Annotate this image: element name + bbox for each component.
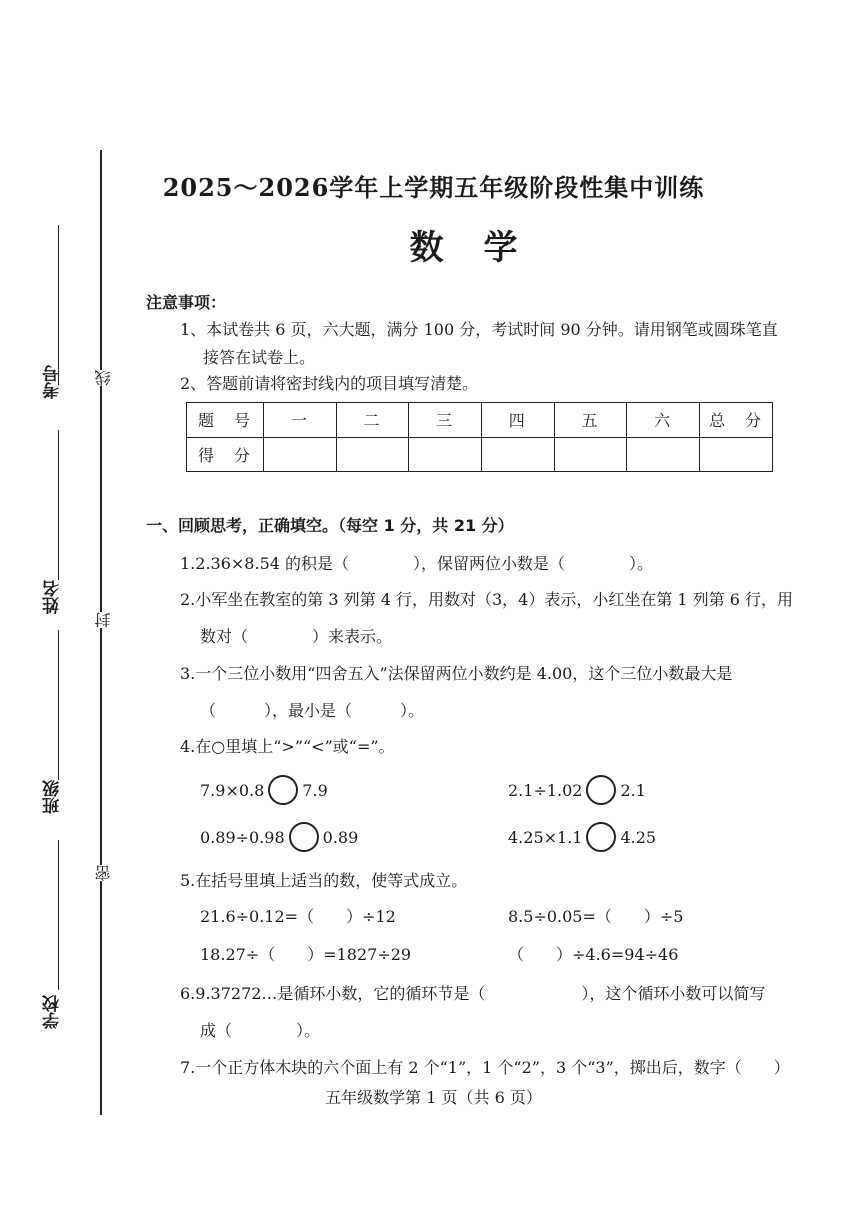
seal-char-xian: 线 — [94, 370, 113, 386]
score-input-cell[interactable] — [700, 437, 773, 472]
compare-right: 4.25 — [620, 827, 657, 847]
question-6-line-2: 成（ ）。 — [200, 1021, 321, 1040]
score-table-cell: 二 — [336, 403, 409, 438]
equation-item: 18.27÷（ ）=1827÷29 — [200, 945, 412, 964]
exam-title: 2025～2026学年上学期五年级阶段性集中训练 — [162, 173, 705, 202]
compare-circle[interactable] — [586, 775, 616, 805]
question-7: 7.一个正方体木块的六个面上有 2 个“1”，1 个“2”，3 个“3”，掷出后，数字（ ） — [180, 1058, 790, 1077]
notice-heading: 注意事项： — [146, 293, 227, 312]
compare-item-1 — [200, 775, 328, 805]
notice-line-1: 1、本试卷共 6 页，六大题，满分 100 分，考试时间 90 分钟。请用钢笔或圆珠笔直 — [180, 320, 778, 339]
name-field-line-2 — [58, 430, 59, 580]
seal-char-feng: 封 — [94, 612, 113, 628]
binding-line — [100, 150, 102, 1115]
score-table — [186, 402, 773, 472]
score-input-cell[interactable] — [627, 437, 700, 472]
score-table-cell: 总 分 — [700, 403, 773, 438]
equation-item: （ ）÷4.6=94÷46 — [508, 945, 679, 964]
score-input-cell[interactable] — [554, 437, 627, 472]
class-field-line — [58, 630, 59, 780]
score-input-cell[interactable] — [481, 437, 554, 472]
compare-item-3 — [200, 822, 358, 852]
kaohao-label: 考号 — [43, 365, 63, 399]
question-2-line-1: 2.小军坐在教室的第 3 列第 4 行，用数对（3，4）表示，小红坐在第 1 列第 6 行，用 — [180, 590, 794, 609]
equation-item: 8.5÷0.05=（ ）÷5 — [508, 907, 684, 926]
compare-item-2 — [508, 775, 646, 805]
score-table-cell: 得 分 — [187, 437, 264, 472]
compare-item-4 — [508, 822, 656, 852]
score-table-cell: 五 — [554, 403, 627, 438]
score-input-cell[interactable] — [264, 437, 337, 472]
compare-left: 0.89÷0.98 — [200, 827, 285, 847]
equation-item: 21.6÷0.12=（ ）÷12 — [200, 907, 396, 926]
compare-circle[interactable] — [289, 822, 319, 852]
question-2-line-2: 数对（ ）来表示。 — [200, 627, 393, 646]
compare-right: 0.89 — [322, 827, 359, 847]
subject-title: 数学 — [409, 228, 558, 268]
score-table-cell: 题 号 — [187, 403, 264, 438]
section-1-heading: 一、回顾思考，正确填空。（每空 1 分，共 21 分） — [146, 516, 514, 535]
class-label: 班级 — [43, 780, 63, 814]
question-3-line-1: 3.一个三位小数用“四舍五入”法保留两位小数约是 4.00，这个三位小数最大是 — [180, 664, 733, 683]
seal-char-mi: 密 — [94, 865, 113, 881]
question-5: 5.在括号里填上适当的数，使等式成立。 — [180, 871, 468, 890]
school-label: 学校 — [43, 995, 63, 1029]
compare-left: 2.1÷1.02 — [508, 780, 583, 800]
school-field-line — [58, 840, 59, 990]
notice-line-1b: 接答在试卷上。 — [203, 348, 316, 367]
compare-left: 7.9×0.8 — [200, 780, 265, 800]
compare-right: 7.9 — [302, 780, 328, 800]
compare-circle[interactable] — [268, 775, 298, 805]
score-table-score-row — [187, 437, 773, 472]
score-table-cell: 一 — [264, 403, 337, 438]
question-6-line-1: 6.9.37272…是循环小数，它的循环节是（ ），这个循环小数可以简写 — [180, 984, 766, 1003]
score-table-cell: 四 — [481, 403, 554, 438]
compare-left: 4.25×1.1 — [508, 827, 583, 847]
page-footer: 五年级数学第 1 页（共 6 页） — [325, 1088, 542, 1107]
score-table-cell: 六 — [627, 403, 700, 438]
question-4: 4.在○里填上“>”“<”或“=”。 — [180, 737, 395, 756]
question-3-line-2: （ ），最小是（ ）。 — [200, 701, 425, 720]
compare-right: 2.1 — [620, 780, 646, 800]
score-table-header-row — [187, 403, 773, 438]
compare-circle[interactable] — [586, 822, 616, 852]
name-label: 姓名 — [43, 580, 63, 614]
question-1: 1.2.36×8.54 的积是（ ），保留两位小数是（ ）。 — [180, 554, 654, 573]
score-input-cell[interactable] — [336, 437, 409, 472]
score-table-cell: 三 — [409, 403, 482, 438]
notice-line-2: 2、答题前请将密封线内的项目填写清楚。 — [180, 374, 479, 393]
score-input-cell[interactable] — [409, 437, 482, 472]
